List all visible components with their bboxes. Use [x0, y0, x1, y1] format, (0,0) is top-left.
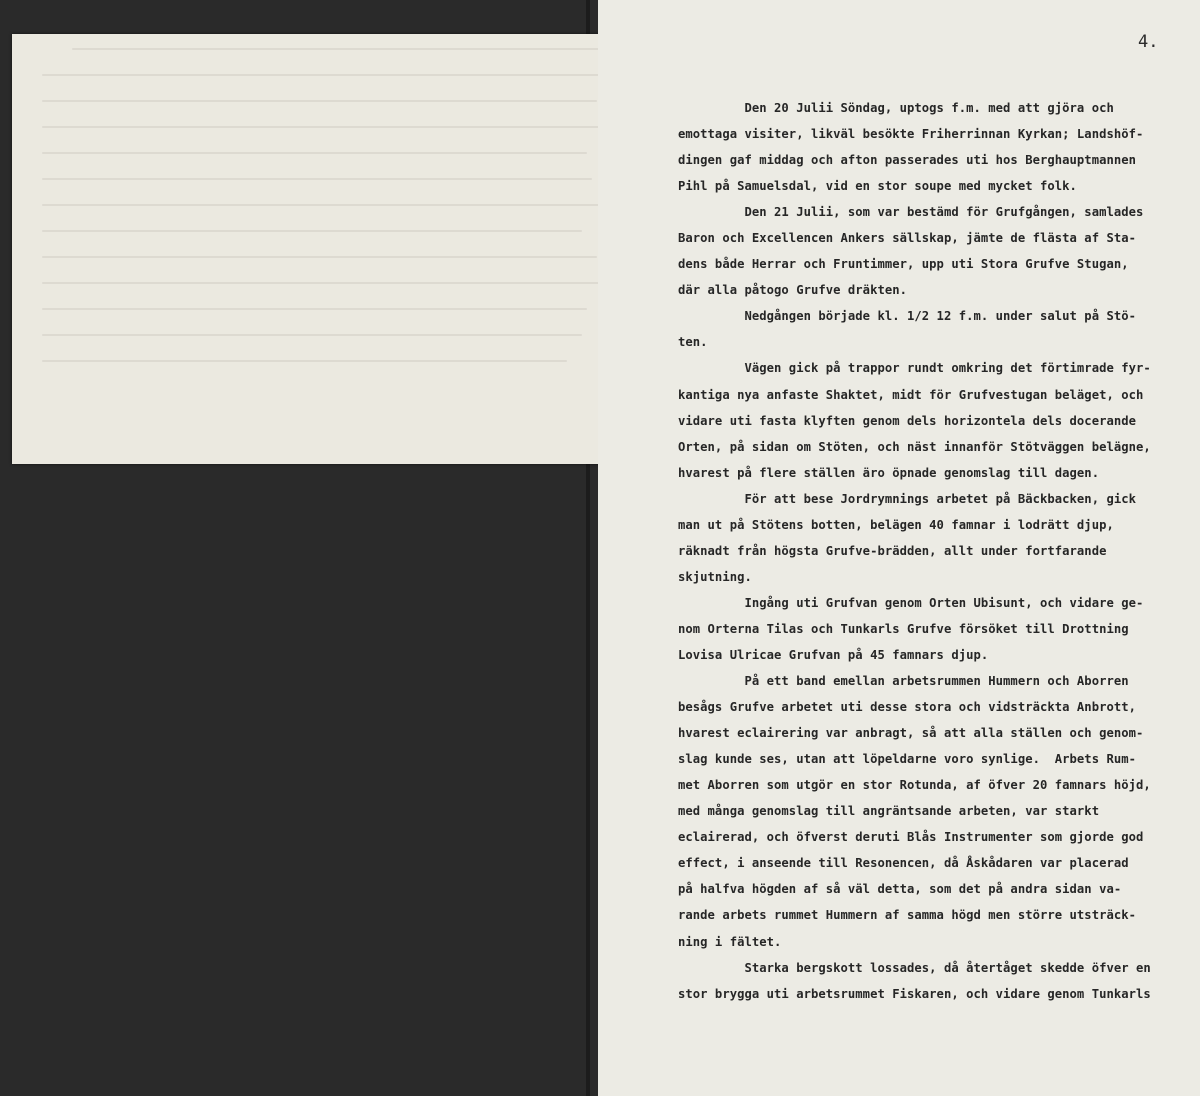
bleed-through-line	[42, 152, 587, 154]
text-line: besågs Grufve arbetet uti desse stora och vidsträckta Anbrott,	[678, 700, 1137, 715]
text-line: Orten, på sidan om Stöten, och näst innanför Stötväggen belägne,	[678, 439, 1151, 454]
verso-slip	[12, 34, 606, 464]
text-line: nom Orterna Tilas och Tunkarls Grufve försöket till Drottning	[678, 621, 1129, 636]
text-line: Nedgången började kl. 1/2 12 f.m. under salut på Stö-	[678, 309, 1137, 324]
text-line: Ingång uti Grufvan genom Orten Ubisunt, och vidare ge-	[678, 595, 1144, 610]
text-line: met Aborren som utgör en stor Rotunda, af öfver 20 famnars höjd,	[678, 778, 1151, 793]
bleed-through-line	[42, 204, 602, 206]
text-line: rande arbets rummet Hummern af samma högd men större utsträck-	[678, 908, 1137, 923]
bleed-through-line	[42, 178, 592, 180]
bleed-through-line	[42, 308, 587, 310]
text-line: Starka bergskott lossades, då återtåget skedde öfver en	[678, 960, 1151, 975]
text-line: kantiga nya anfaste Shaktet, midt för Grufvestugan beläget, och	[678, 387, 1144, 402]
bleed-through-line	[42, 360, 567, 362]
bleed-through-line	[42, 100, 597, 102]
text-line: hvarest på flere ställen äro öpnade genomslag till dagen.	[678, 465, 1100, 480]
text-line: man ut på Stötens botten, belägen 40 famnar i lodrätt djup,	[678, 517, 1114, 532]
text-line: eclairerad, och öfverst deruti Blås Instrumenter som gjorde god	[678, 830, 1144, 845]
bleed-through-line	[42, 334, 582, 336]
text-line: skjutning.	[678, 569, 752, 584]
bleed-through-line	[72, 48, 602, 50]
text-line: emottaga visiter, likväl besökte Friherrinnan Kyrkan; Landshöf-	[678, 127, 1144, 142]
bleed-through-line	[42, 230, 582, 232]
text-line: stor brygga uti arbetsrummet Fiskaren, och vidare genom Tunkarls	[678, 986, 1151, 1001]
text-line: med många genomslag till angräntsande arbeten, var starkt	[678, 804, 1100, 819]
text-line: Den 21 Julii, som var bestämd för Grufgången, samlades	[678, 205, 1144, 220]
text-line: räknadt från högsta Grufve-brädden, allt under fortfarande	[678, 543, 1107, 558]
typed-text-body	[678, 95, 1178, 1007]
text-line: För att bese Jordrymnings arbetet på Bäckbacken, gick	[678, 491, 1137, 506]
text-line: Pihl på Samuelsdal, vid en stor soupe med mycket folk.	[678, 179, 1077, 194]
text-line: Lovisa Ulricae Grufvan på 45 famnars djup.	[678, 647, 989, 662]
bleed-through-line	[42, 282, 602, 284]
bleed-through-line	[42, 256, 597, 258]
text-line: på halfva högden af så väl detta, som det på andra sidan va-	[678, 882, 1122, 897]
text-line: Den 20 Julii Söndag, uptogs f.m. med att gjöra och	[678, 101, 1114, 115]
page-number: 4.	[1138, 32, 1159, 52]
text-line: hvarest eclairering var anbragt, så att alla ställen och genom-	[678, 726, 1144, 741]
text-line: slag kunde ses, utan att löpeldarne voro synlige. Arbets Rum-	[678, 752, 1137, 767]
text-line: På ett band emellan arbetsrummen Hummern och Aborren	[678, 674, 1129, 689]
bleed-through-line	[42, 74, 602, 76]
text-line: dens både Herrar och Fruntimmer, upp uti Stora Grufve Stugan,	[678, 257, 1129, 272]
text-line: ning i fältet.	[678, 934, 782, 949]
text-line: ten.	[678, 335, 708, 350]
bleed-through-line	[42, 126, 602, 128]
text-line: Baron och Excellencen Ankers sällskap, jämte de flästa af Sta-	[678, 231, 1137, 246]
text-line: där alla påtogo Grufve dräkten.	[678, 283, 908, 298]
text-line: vidare uti fasta klyften genom dels horizontela dels docerande	[678, 413, 1137, 428]
text-line: Vägen gick på trappor rundt omkring det förtimrade fyr-	[678, 361, 1151, 376]
text-line: effect, i anseende till Resonencen, då Åskådaren var placerad	[678, 856, 1129, 871]
text-line: dingen gaf middag och afton passerades uti hos Berghauptmannen	[678, 153, 1137, 168]
